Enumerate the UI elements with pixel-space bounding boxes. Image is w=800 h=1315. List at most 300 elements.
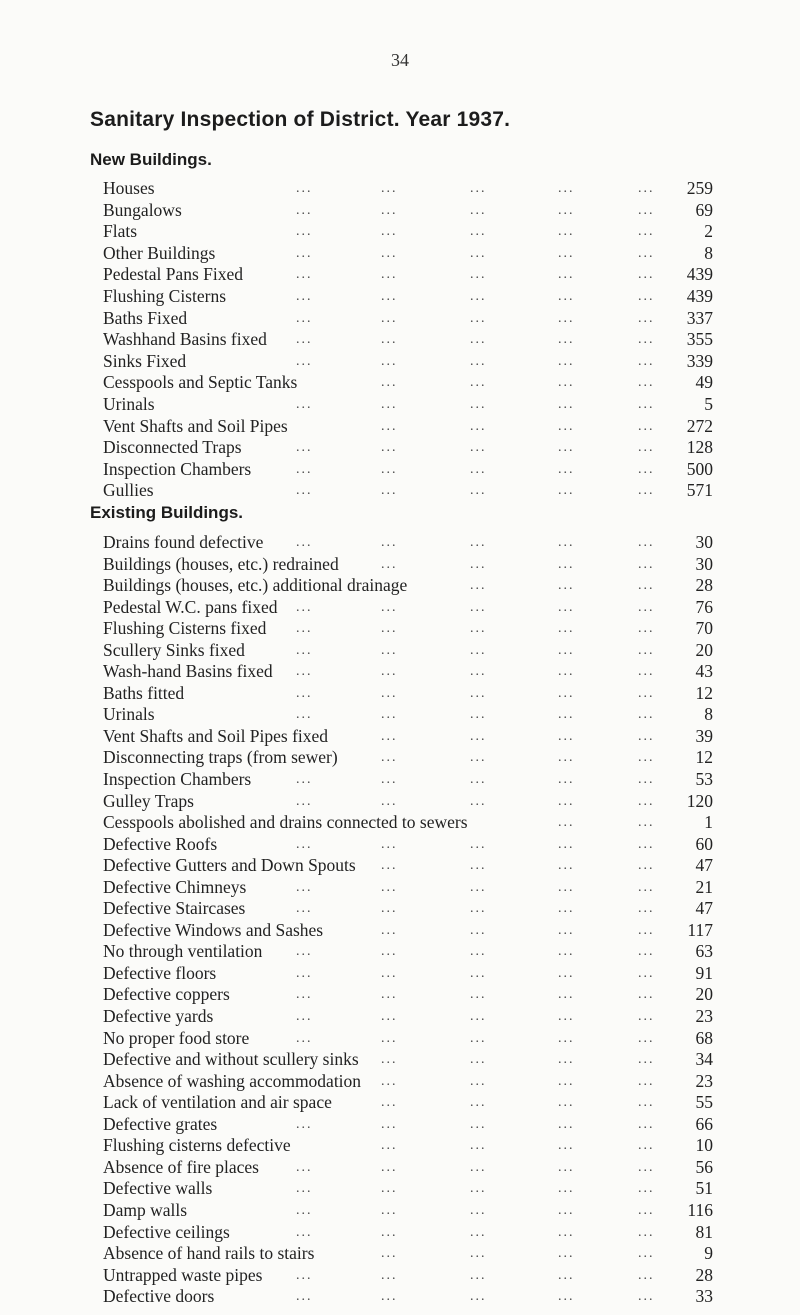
leader-dot-group: ... <box>558 1289 575 1305</box>
item-label: Scullery Sinks fixed <box>103 639 245 660</box>
leader-dot-group: ... <box>470 202 487 218</box>
leader-dot-group: ... <box>558 1073 575 1089</box>
leader-dot-group: ... <box>558 288 575 304</box>
leader-dot-group: ... <box>558 1202 575 1218</box>
leader-dot-group: ... <box>470 440 487 456</box>
leader-dot-group: ... <box>558 181 575 196</box>
leader-dot-group: ... <box>638 879 655 895</box>
item-value: 355 <box>686 329 713 350</box>
leader-dot-group: ... <box>470 879 487 895</box>
leader-dot-group: ... <box>638 944 655 960</box>
leader-dot-group: ... <box>381 1009 398 1025</box>
leader-dot-group: ... <box>470 375 487 391</box>
leader-dot-group: ... <box>381 1267 398 1283</box>
leader-dot-group: ... <box>296 944 313 960</box>
item-value: 439 <box>686 285 713 306</box>
item-label: Gullies <box>103 480 154 501</box>
leader-dot-group: ... <box>470 836 487 852</box>
leader-dot-group: ... <box>638 728 655 744</box>
item-label: Defective Chimneys <box>103 876 247 897</box>
item-label: Inspection Chambers <box>103 769 252 790</box>
leader-dot-group: ... <box>381 375 398 391</box>
leader-dot-group: ... <box>470 728 487 744</box>
item-label: Drains found defective <box>103 532 264 552</box>
leader-dot-group: ... <box>558 202 575 218</box>
page-title: Sanitary Inspection of District. Year 1937. <box>90 108 511 131</box>
item-value: 81 <box>695 1221 713 1242</box>
leader-dot-group: ... <box>296 483 313 499</box>
leader-dot-group: ... <box>296 1159 313 1175</box>
leader-dot-group: ... <box>470 332 487 348</box>
leader-dot-group: ... <box>558 685 575 701</box>
leader-dot-group: ... <box>381 772 398 788</box>
leader-dot-group: ... <box>558 901 575 917</box>
leader-dot-group: ... <box>638 599 655 615</box>
leader-dot-group: ... <box>296 965 313 981</box>
leader-dot-group: ... <box>381 944 398 960</box>
item-label: Flushing Cisterns <box>103 285 227 306</box>
leader-dot-group: ... <box>638 353 655 369</box>
leader-dot-group: ... <box>296 793 313 809</box>
leader-dot-group: ... <box>296 310 313 326</box>
leader-dot-group: ... <box>381 685 398 701</box>
leader-dot-group: ... <box>470 1246 487 1262</box>
leader-dot-group: ... <box>296 987 313 1003</box>
list-item <box>103 855 713 877</box>
leader-dot-group: ... <box>381 461 398 477</box>
leader-dot-group: ... <box>296 224 313 240</box>
item-label: Defective Gutters and Down Spouts <box>103 855 356 876</box>
item-value: 23 <box>695 1006 713 1027</box>
leader-dot-group: ... <box>296 202 313 218</box>
item-label: Untrapped waste pipes <box>103 1264 263 1285</box>
leader-dot-group: ... <box>558 396 575 412</box>
item-value: 20 <box>695 984 713 1005</box>
leader-dot-group: ... <box>638 836 655 852</box>
leader-dot-group: ... <box>638 922 655 938</box>
leader-dot-group: ... <box>638 772 655 788</box>
list-item <box>103 221 713 243</box>
leader-dot-group: ... <box>558 707 575 723</box>
leader-dot-group: ... <box>558 1159 575 1175</box>
leader-dot-group: ... <box>470 1181 487 1197</box>
leader-dot-group: ... <box>470 599 487 615</box>
item-value: 30 <box>695 532 713 552</box>
item-value: 47 <box>695 898 713 919</box>
leader-dot-group: ... <box>381 353 398 369</box>
leader-dot-group: ... <box>470 1224 487 1240</box>
leader-dot-group: ... <box>296 1181 313 1197</box>
list-item <box>103 459 713 481</box>
leader-dot-group: ... <box>638 202 655 218</box>
list-item <box>103 1178 713 1200</box>
leader-dot-group: ... <box>638 1138 655 1154</box>
leader-dot-group: ... <box>470 750 487 766</box>
item-label: Defective Windows and Sashes <box>103 919 324 940</box>
leader-dot-group: ... <box>470 621 487 637</box>
list-item <box>103 618 713 640</box>
item-value: 120 <box>686 790 713 811</box>
item-label: No proper food store <box>103 1027 250 1048</box>
leader-dot-group: ... <box>558 772 575 788</box>
leader-dot-group: ... <box>470 483 487 499</box>
item-value: 272 <box>686 415 713 436</box>
item-value: 60 <box>695 833 713 854</box>
item-value: 5 <box>704 393 713 414</box>
leader-dot-group: ... <box>381 288 398 304</box>
leader-dot-group: ... <box>381 224 398 240</box>
leader-dot-group: ... <box>381 440 398 456</box>
leader-dot-group: ... <box>558 858 575 874</box>
list-item <box>103 812 713 834</box>
leader-dot-group: ... <box>470 556 487 572</box>
item-label: Baths Fixed <box>103 307 188 328</box>
leader-dot-group: ... <box>296 836 313 852</box>
leader-dot-group: ... <box>558 599 575 615</box>
leader-dot-group: ... <box>638 1289 655 1305</box>
leader-dot-group: ... <box>558 267 575 283</box>
leader-dot-group: ... <box>470 1202 487 1218</box>
leader-dot-group: ... <box>638 987 655 1003</box>
leader-dot-group: ... <box>381 836 398 852</box>
leader-dot-group: ... <box>558 578 575 594</box>
list-item <box>103 1092 713 1114</box>
leader-dot-group: ... <box>381 664 398 680</box>
leader-dot-group: ... <box>470 288 487 304</box>
item-label: Vent Shafts and Soil Pipes <box>103 415 288 436</box>
leader-dot-group: ... <box>558 224 575 240</box>
list-item <box>103 1265 713 1287</box>
leader-dot-group: ... <box>558 418 575 434</box>
leader-dot-group: ... <box>558 1095 575 1111</box>
item-value: 53 <box>695 769 713 790</box>
item-value: 128 <box>686 437 713 458</box>
leader-dot-group: ... <box>558 987 575 1003</box>
item-label: Urinals <box>103 393 155 414</box>
leader-dot-group: ... <box>638 1073 655 1089</box>
leader-dot-group: ... <box>558 965 575 981</box>
leader-dot-group: ... <box>638 418 655 434</box>
leader-dot-group: ... <box>296 332 313 348</box>
leader-dot-group: ... <box>470 1159 487 1175</box>
item-label: Inspection Chambers <box>103 458 252 479</box>
leader-dot-group: ... <box>558 621 575 637</box>
leader-dot-group: ... <box>638 1009 655 1025</box>
leader-dot-group: ... <box>558 1138 575 1154</box>
leader-dot-group: ... <box>381 793 398 809</box>
leader-dot-group: ... <box>296 901 313 917</box>
leader-dot-group: ... <box>638 664 655 680</box>
item-value: 9 <box>704 1243 713 1264</box>
leader-dot-group: ... <box>638 245 655 261</box>
item-label: Defective yards <box>103 1006 214 1027</box>
leader-dot-group: ... <box>296 1116 313 1132</box>
section-heading-new-buildings: New Buildings. <box>90 150 212 169</box>
leader-dot-group: ... <box>381 1159 398 1175</box>
leader-dot-group: ... <box>296 664 313 680</box>
leader-dot-group: ... <box>638 1159 655 1175</box>
list-item <box>103 372 713 394</box>
list-item <box>103 1028 713 1050</box>
item-label: Defective floors <box>103 962 217 983</box>
list-item <box>103 1049 713 1071</box>
leader-dot-group: ... <box>558 1116 575 1132</box>
leader-dot-group: ... <box>558 375 575 391</box>
leader-dot-group: ... <box>470 535 487 550</box>
leader-dot-group: ... <box>558 1267 575 1283</box>
item-label: Flushing cisterns defective <box>103 1135 291 1156</box>
item-value: 56 <box>695 1156 713 1177</box>
item-value: 30 <box>695 553 713 574</box>
item-value: 47 <box>695 855 713 876</box>
leader-dot-group: ... <box>470 1116 487 1132</box>
existing-buildings-list <box>103 532 713 1308</box>
leader-dot-group: ... <box>296 267 313 283</box>
list-item <box>103 329 713 351</box>
leader-dot-group: ... <box>558 1009 575 1025</box>
leader-dot-group: ... <box>638 1181 655 1197</box>
leader-dot-group: ... <box>296 621 313 637</box>
item-value: 23 <box>695 1070 713 1091</box>
leader-dot-group: ... <box>381 181 398 196</box>
leader-dot-group: ... <box>296 707 313 723</box>
list-item <box>103 416 713 438</box>
leader-dot-group: ... <box>381 1095 398 1111</box>
leader-dot-group: ... <box>558 642 575 658</box>
leader-dot-group: ... <box>638 1246 655 1262</box>
list-item <box>103 1243 713 1265</box>
list-item <box>103 941 713 963</box>
item-label: Absence of fire places <box>103 1156 259 1177</box>
leader-dot-group: ... <box>638 793 655 809</box>
leader-dot-group: ... <box>296 1030 313 1046</box>
leader-dot-group: ... <box>470 642 487 658</box>
item-label: Absence of washing accommodation <box>103 1070 362 1091</box>
list-item <box>103 920 713 942</box>
item-value: 49 <box>695 372 713 393</box>
list-item <box>103 747 713 769</box>
item-value: 91 <box>695 962 713 983</box>
item-label: Disconnecting traps (from sewer) <box>103 747 338 768</box>
leader-dot-group: ... <box>381 1246 398 1262</box>
leader-dot-group: ... <box>470 1073 487 1089</box>
item-value: 34 <box>695 1049 713 1070</box>
item-label: Pedestal W.C. pans fixed <box>103 596 278 617</box>
item-label: Defective coppers <box>103 984 230 1005</box>
list-item <box>103 984 713 1006</box>
list-item <box>103 877 713 899</box>
list-item <box>103 200 713 222</box>
leader-dot-group: ... <box>470 772 487 788</box>
leader-dot-group: ... <box>638 556 655 572</box>
item-label: Defective Staircases <box>103 898 246 919</box>
leader-dot-group: ... <box>381 1116 398 1132</box>
item-label: Defective doors <box>103 1286 215 1307</box>
item-label: Defective grates <box>103 1113 218 1134</box>
item-label: Gulley Traps <box>103 790 194 811</box>
leader-dot-group: ... <box>558 1181 575 1197</box>
item-value: 339 <box>686 350 713 371</box>
leader-dot-group: ... <box>558 332 575 348</box>
list-item <box>103 683 713 705</box>
item-label: Defective ceilings <box>103 1221 230 1242</box>
leader-dot-group: ... <box>470 685 487 701</box>
leader-dot-group: ... <box>638 1030 655 1046</box>
item-value: 439 <box>686 264 713 285</box>
item-value: 28 <box>695 575 713 596</box>
item-value: 28 <box>695 1264 713 1285</box>
list-item <box>103 178 713 200</box>
leader-dot-group: ... <box>296 1009 313 1025</box>
leader-dot-group: ... <box>638 901 655 917</box>
leader-dot-group: ... <box>470 707 487 723</box>
leader-dot-group: ... <box>381 707 398 723</box>
item-label: Washhand Basins fixed <box>103 329 267 350</box>
leader-dot-group: ... <box>470 1289 487 1305</box>
leader-dot-group: ... <box>558 836 575 852</box>
leader-dot-group: ... <box>558 353 575 369</box>
leader-dot-group: ... <box>638 1116 655 1132</box>
leader-dot-group: ... <box>381 1181 398 1197</box>
leader-dot-group: ... <box>381 987 398 1003</box>
item-label: Baths fitted <box>103 682 185 703</box>
leader-dot-group: ... <box>638 461 655 477</box>
item-label: Wash-hand Basins fixed <box>103 661 273 682</box>
leader-dot-group: ... <box>470 944 487 960</box>
leader-dot-group: ... <box>638 267 655 283</box>
list-item <box>103 554 713 576</box>
leader-dot-group: ... <box>558 815 575 831</box>
list-item <box>103 308 713 330</box>
leader-dot-group: ... <box>296 396 313 412</box>
leader-dot-group: ... <box>381 621 398 637</box>
leader-dot-group: ... <box>381 750 398 766</box>
list-item <box>103 1222 713 1244</box>
leader-dot-group: ... <box>558 310 575 326</box>
item-label: Buildings (houses, etc.) additional drainage <box>103 575 408 596</box>
leader-dot-group: ... <box>558 1246 575 1262</box>
leader-dot-group: ... <box>638 181 655 196</box>
list-item <box>103 963 713 985</box>
item-value: 116 <box>687 1199 713 1220</box>
leader-dot-group: ... <box>296 1224 313 1240</box>
list-item <box>103 243 713 265</box>
leader-dot-group: ... <box>470 965 487 981</box>
leader-dot-group: ... <box>638 965 655 981</box>
list-item <box>103 791 713 813</box>
leader-dot-group: ... <box>470 858 487 874</box>
list-item <box>103 1114 713 1136</box>
leader-dot-group: ... <box>381 483 398 499</box>
leader-dot-group: ... <box>470 1267 487 1283</box>
list-item <box>103 1157 713 1179</box>
leader-dot-group: ... <box>381 858 398 874</box>
list-item <box>103 834 713 856</box>
item-label: Vent Shafts and Soil Pipes fixed <box>103 725 329 746</box>
leader-dot-group: ... <box>381 922 398 938</box>
item-label: Flats <box>103 221 138 242</box>
leader-dot-group: ... <box>381 728 398 744</box>
list-item <box>103 394 713 416</box>
leader-dot-group: ... <box>381 396 398 412</box>
item-label: Urinals <box>103 704 155 725</box>
leader-dot-group: ... <box>470 353 487 369</box>
leader-dot-group: ... <box>558 1030 575 1046</box>
leader-dot-group: ... <box>638 1267 655 1283</box>
leader-dot-group: ... <box>381 202 398 218</box>
leader-dot-group: ... <box>296 245 313 261</box>
list-item <box>103 898 713 920</box>
leader-dot-group: ... <box>558 728 575 744</box>
item-label: Houses <box>103 178 155 198</box>
leader-dot-group: ... <box>558 879 575 895</box>
leader-dot-group: ... <box>296 535 313 550</box>
leader-dot-group: ... <box>381 642 398 658</box>
item-value: 8 <box>704 704 713 725</box>
leader-dot-group: ... <box>638 224 655 240</box>
leader-dot-group: ... <box>470 1009 487 1025</box>
leader-dot-group: ... <box>638 396 655 412</box>
leader-dot-group: ... <box>296 461 313 477</box>
leader-dot-group: ... <box>381 1073 398 1089</box>
leader-dot-group: ... <box>638 535 655 550</box>
item-value: 12 <box>695 747 713 768</box>
leader-dot-group: ... <box>381 1030 398 1046</box>
item-value: 500 <box>686 458 713 479</box>
list-item <box>103 480 713 502</box>
leader-dot-group: ... <box>470 396 487 412</box>
leader-dot-group: ... <box>296 1202 313 1218</box>
leader-dot-group: ... <box>381 556 398 572</box>
leader-dot-group: ... <box>638 642 655 658</box>
list-item <box>103 1006 713 1028</box>
item-label: Lack of ventilation and air space <box>103 1092 332 1113</box>
item-value: 43 <box>695 661 713 682</box>
leader-dot-group: ... <box>381 1224 398 1240</box>
leader-dot-group: ... <box>381 1138 398 1154</box>
item-value: 21 <box>695 876 713 897</box>
item-label: Absence of hand rails to stairs <box>103 1243 315 1264</box>
leader-dot-group: ... <box>381 599 398 615</box>
item-label: Bungalows <box>103 199 182 220</box>
leader-dot-group: ... <box>296 1289 313 1305</box>
list-item <box>103 1071 713 1093</box>
item-label: No through ventilation <box>103 941 263 962</box>
leader-dot-group: ... <box>470 987 487 1003</box>
list-item <box>103 640 713 662</box>
list-item <box>103 769 713 791</box>
leader-dot-group: ... <box>558 461 575 477</box>
leader-dot-group: ... <box>381 535 398 550</box>
leader-dot-group: ... <box>638 440 655 456</box>
item-value: 76 <box>695 596 713 617</box>
list-item <box>103 661 713 683</box>
item-value: 20 <box>695 639 713 660</box>
leader-dot-group: ... <box>470 461 487 477</box>
list-item <box>103 597 713 619</box>
item-value: 117 <box>687 919 713 940</box>
leader-dot-group: ... <box>381 418 398 434</box>
leader-dot-group: ... <box>558 440 575 456</box>
item-value: 39 <box>695 725 713 746</box>
list-item <box>103 264 713 286</box>
leader-dot-group: ... <box>296 1267 313 1283</box>
item-value: 1 <box>704 812 713 833</box>
leader-dot-group: ... <box>381 879 398 895</box>
leader-dot-group: ... <box>638 1202 655 1218</box>
leader-dot-group: ... <box>296 288 313 304</box>
item-value: 68 <box>695 1027 713 1048</box>
